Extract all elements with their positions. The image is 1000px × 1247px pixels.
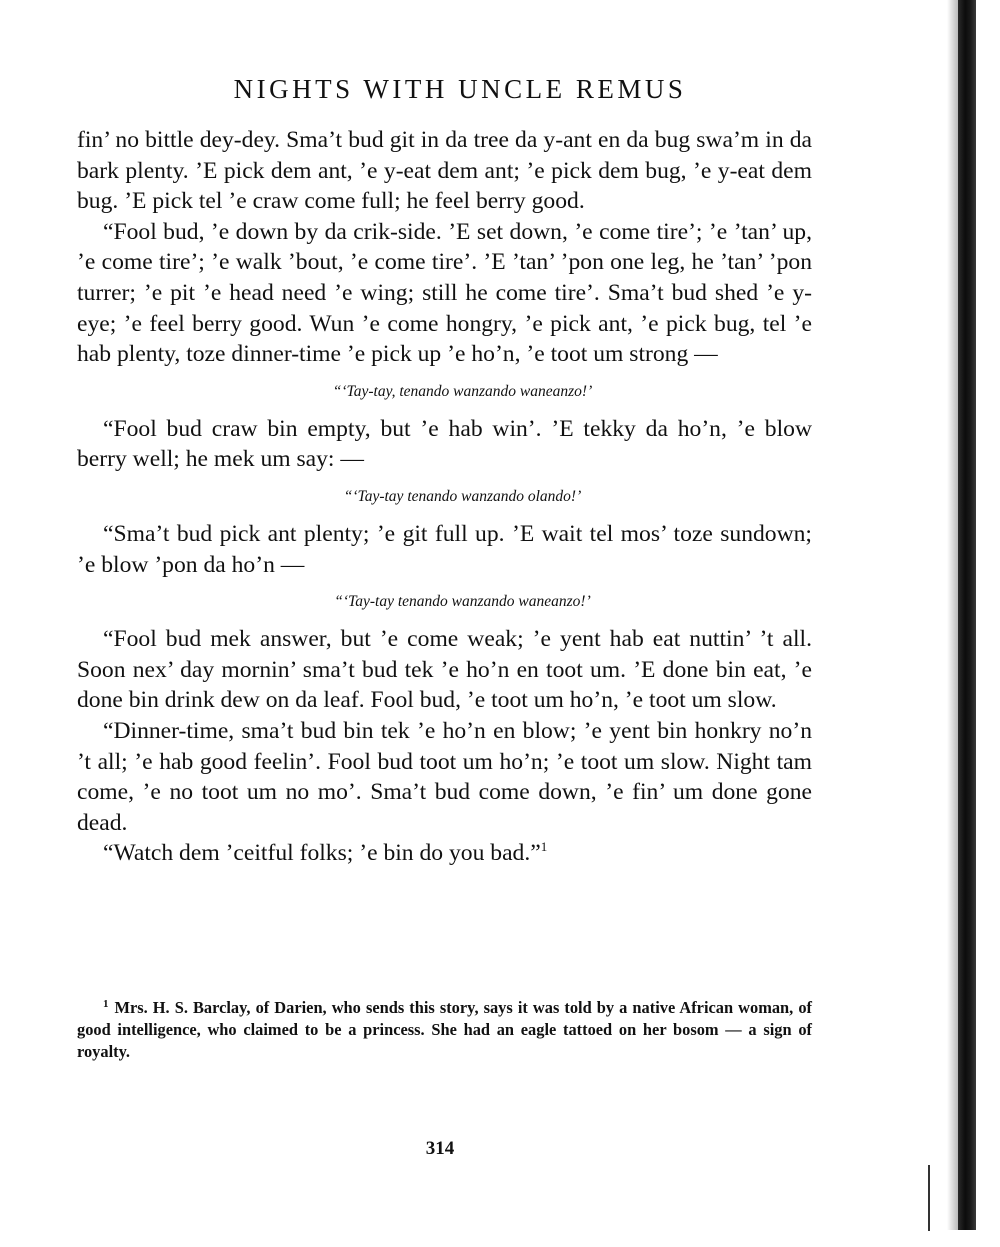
paragraph-5: “Fool bud mek answer, but ’e come weak; ’e yent hab eat nuttin’ ’t all. Soon nex’ day mornin’ sma’t bud tek ’e ho’n en toot um. ’E done bin eat, ’e done bin drink dew on da leaf. Fool bud, ’e toot um ho’n, ’e toot um slow. xyxy=(77,626,812,714)
binding-edge xyxy=(958,0,976,1230)
verse-3: “‘Tay-tay tenando wanzando waneanzo!’ xyxy=(334,593,591,611)
paragraph-7-text: “Watch dem ’ceitful folks; ’e bin do you bad.” xyxy=(103,840,541,867)
paragraph-2: “Fool bud, ’e down by da crik-side. ’E set down, ’e come tire’; ’e ’tan’ up, ’e come tire’; ’e walk ’bout, ’e come tire’. ’E ’tan’ ’pon one leg, he ’tan’ ’pon turrer; ’e pit ’e head need ’e wing; still he come tire’. Sma’t bud shed ’e y-eye; ’e feel berry good. Wun ’e come hongry, ’e pick ant, ’e pick bug, tel ’e hab plenty, toze dinner-time ’e pick up ’e ho’n, ’e toot um strong — xyxy=(77,218,812,368)
paragraph-4: “Sma’t bud pick ant plenty; ’e git full up. ’E wait tel mos’ toze sundown; ’e blow ’pon da ho’n — xyxy=(77,520,812,578)
page-number: 314 xyxy=(425,1138,455,1159)
paragraph-6: “Dinner-time, sma’t bud bin tek ’e ho’n en blow; ’e yent bin honkry no’n ’t all; ’e hab good feelin’. Fool bud toot um ho’n; ’e toot um slow. Night tam come, ’e no toot um no mo’. Sma’t bud come down, ’e fin’ um done gone dead. xyxy=(77,717,812,836)
verse-1: “‘Tay-tay, tenando wanzando waneanzo!’ xyxy=(332,382,593,400)
paragraph-7 xyxy=(77,838,812,869)
footnote-reference: 1 xyxy=(540,839,548,855)
footnote-text: Mrs. H. S. Barclay, of Darien, who sends this story, says it was told by a native African woman, of good intelligence, who claimed to be a princess. She had an eagle tattoed on her bosom — a sign of royalty. xyxy=(77,998,812,1061)
paragraph-1: fin’ no bittle dey-dey. Sma’t bud git in da tree da y-ant en da bug swa’m in da bark plenty. ’E pick dem ant, ’e y-eat dem ant; ’e pick dem bug, ’e y-eat dem bug. ’E pick tel ’e craw come full; he feel berry good. xyxy=(77,127,812,215)
running-header: NIGHTS WITH UNCLE REMUS xyxy=(233,74,687,104)
binding-shadow xyxy=(947,0,958,1230)
page-edge-line xyxy=(928,1165,930,1231)
verse-2: “‘Tay-tay tenando wanzando olando!’ xyxy=(343,487,582,505)
paragraph-3: “Fool bud craw bin empty, but ’e hab win’. ’E tekky da ho’n, ’e blow berry well; he mek um say: — xyxy=(77,415,812,473)
body-text xyxy=(77,125,812,869)
footnote-mark: 1 xyxy=(103,997,109,1010)
page-margin-right xyxy=(976,0,1000,1247)
footnote xyxy=(77,997,812,1063)
